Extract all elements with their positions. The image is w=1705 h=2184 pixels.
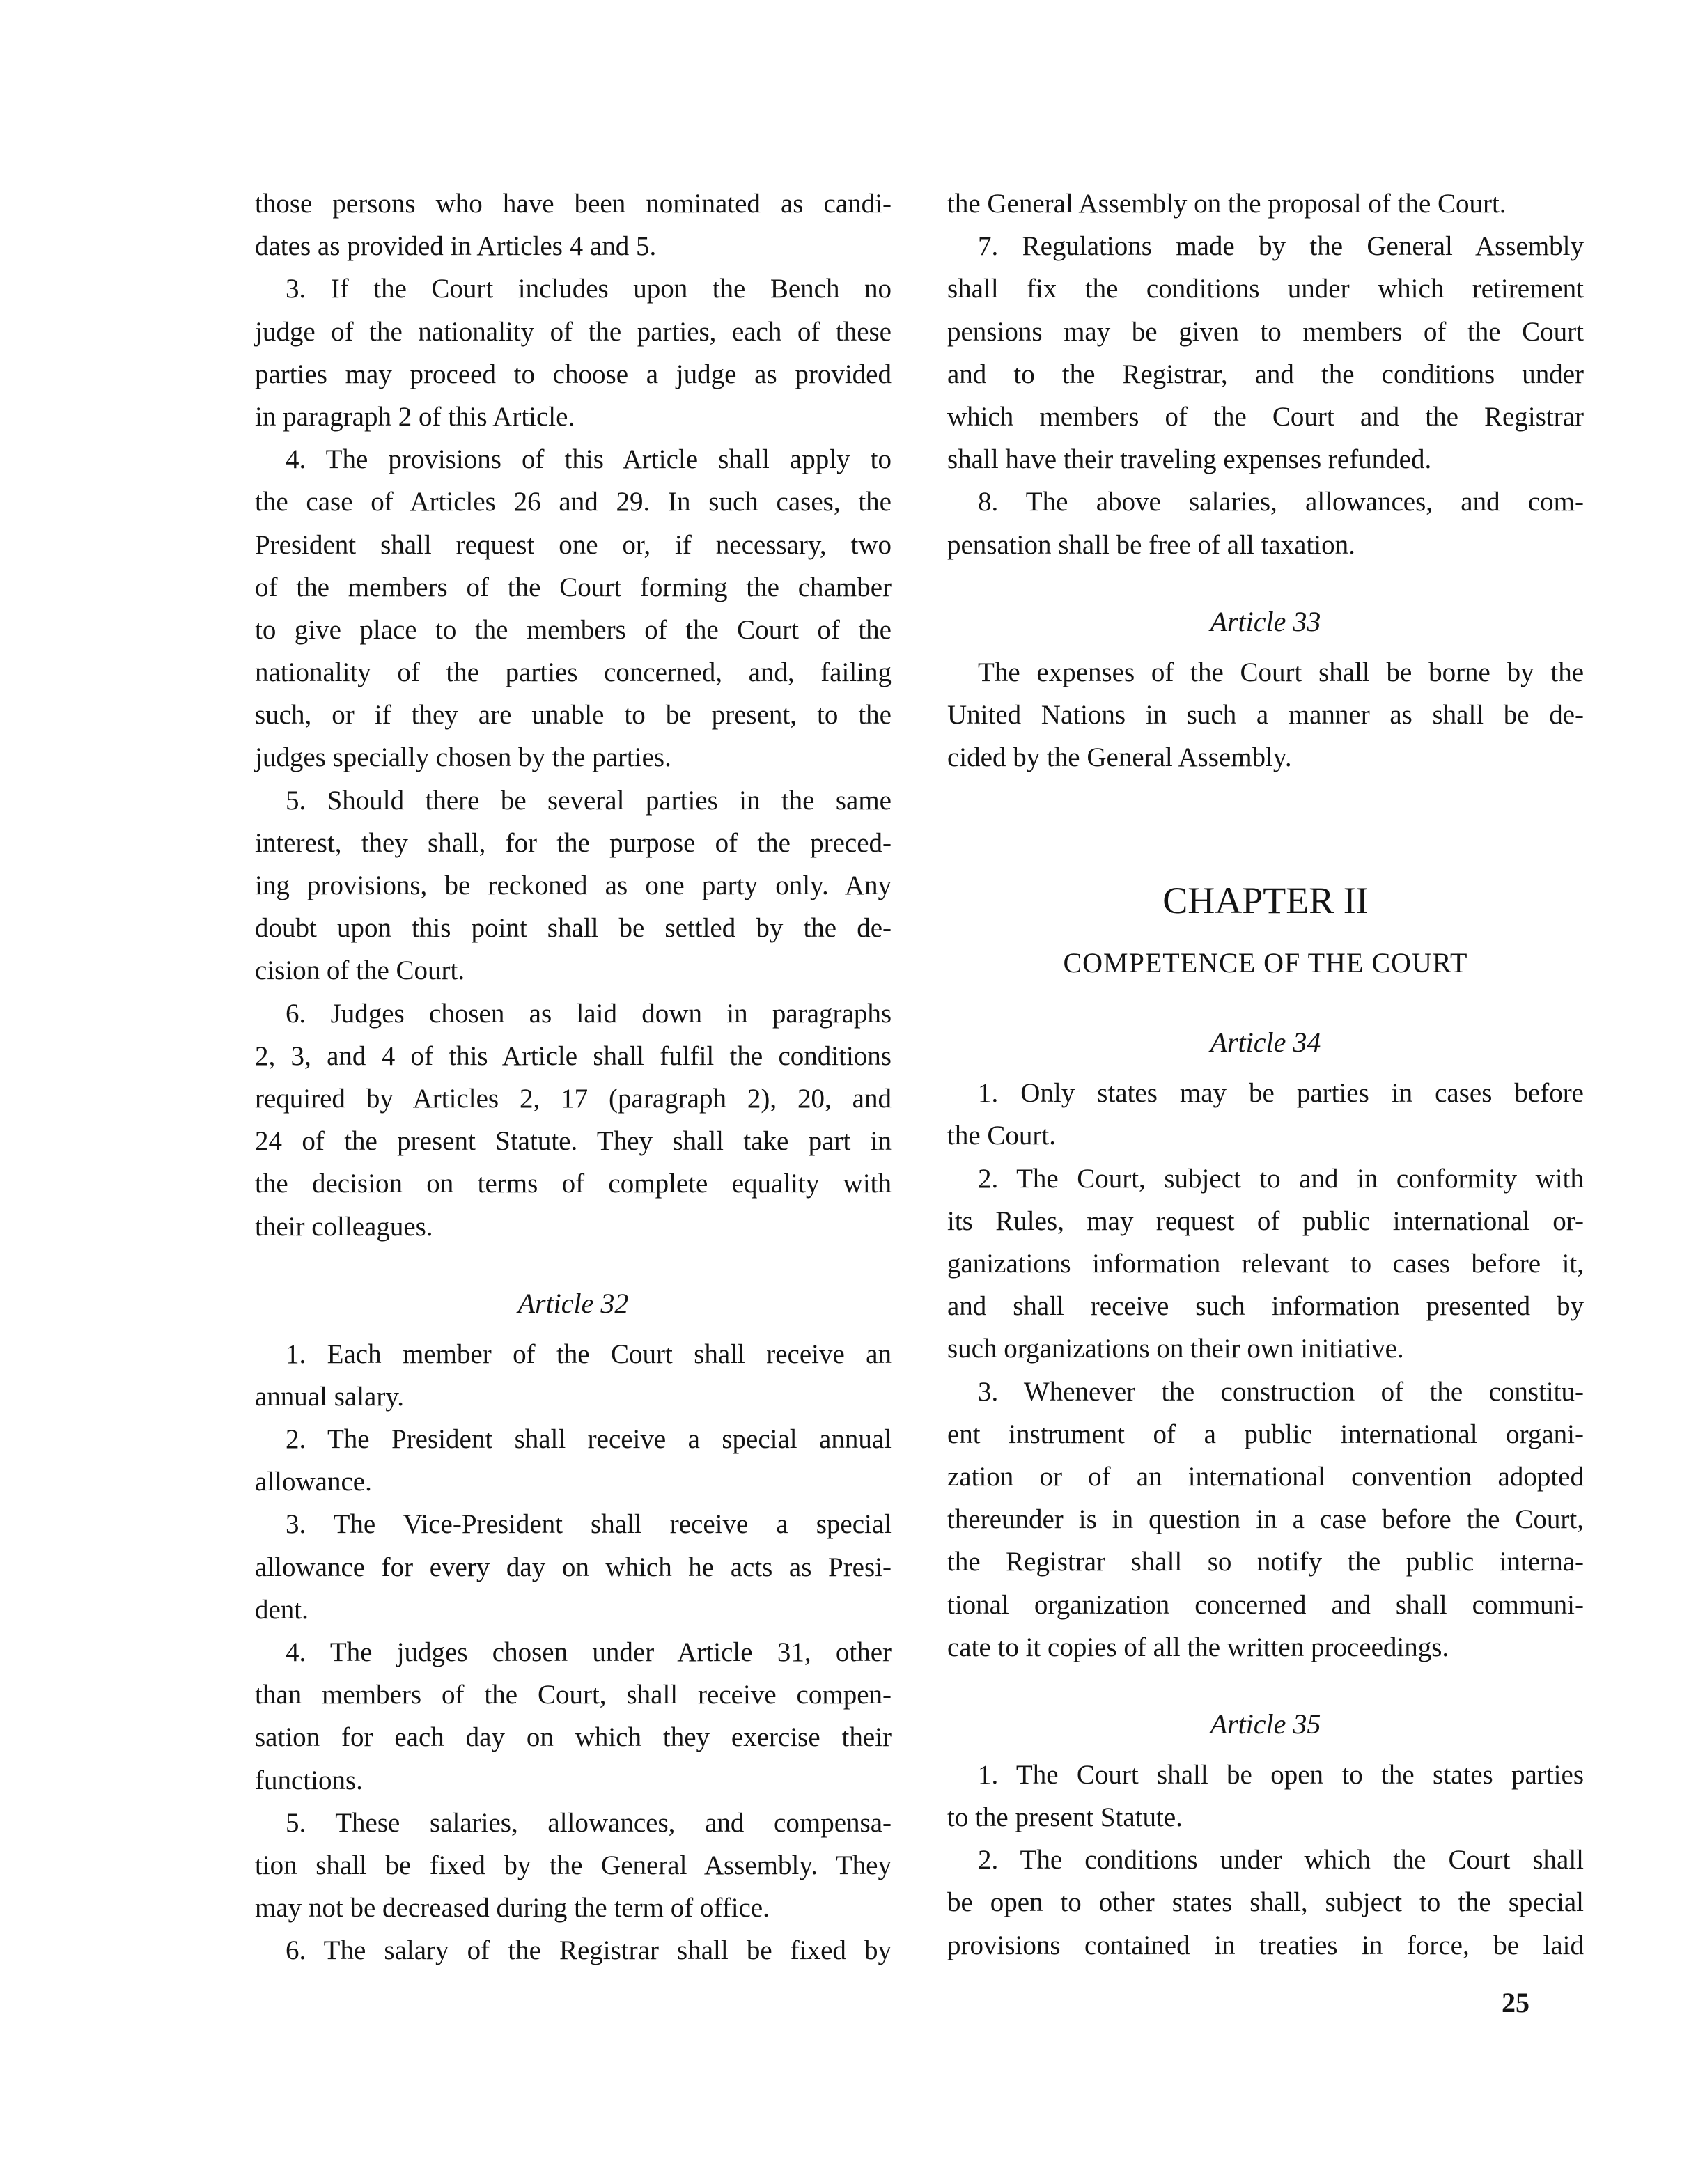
- text-line: be open to other states shall, subject to the special: [947, 1887, 1584, 1918]
- text-line: to give place to the members of the Court of the: [255, 614, 892, 645]
- text-line: thereunder is in question in a case before the Court,: [947, 1504, 1584, 1535]
- text-line: cate to it copies of all the written proceedings.: [947, 1632, 1449, 1662]
- article-heading: Article 32: [517, 1287, 629, 1319]
- text-line: which members of the Court and the Registrar: [947, 401, 1584, 432]
- text-line: 2, 3, and 4 of this Article shall fulfil the conditions: [255, 1040, 892, 1071]
- text-line: may not be decreased during the term of office.: [255, 1893, 770, 1924]
- text-line: dates as provided in Articles 4 and 5.: [255, 231, 657, 262]
- text-line: the Court.: [947, 1121, 1056, 1151]
- text-line: tional organization concerned and shall communi-: [947, 1589, 1584, 1620]
- text-line: in paragraph 2 of this Article.: [255, 401, 575, 432]
- text-line: 3. The Vice-President shall receive a special: [286, 1509, 892, 1540]
- text-line: 1. The Court shall be open to the states parties: [978, 1759, 1584, 1790]
- text-line: than members of the Court, shall receive compen-: [255, 1680, 892, 1710]
- text-line: President shall request one or, if necessary, two: [255, 529, 892, 560]
- text-line: 8. The above salaries, allowances, and com-: [978, 487, 1584, 517]
- text-line: to the present Statute.: [947, 1802, 1183, 1833]
- text-line: 2. The President shall receive a special annual: [286, 1424, 892, 1455]
- article-heading: Article 35: [1210, 1708, 1321, 1740]
- text-line: allowance for every day on which he acts as Presi-: [255, 1552, 892, 1582]
- paragraph: [255, 779, 892, 992]
- text-line: United Nations in such a manner as shall be de-: [947, 699, 1584, 730]
- text-line: functions.: [255, 1765, 363, 1795]
- paragraph: [947, 651, 1584, 779]
- text-line: 6. The salary of the Registrar shall be fixed by: [286, 1935, 892, 1966]
- article-heading: Article 33: [1210, 605, 1321, 637]
- left-column: [255, 182, 892, 1972]
- text-line: of the members of the Court forming the chamber: [255, 572, 892, 602]
- text-line: those persons who have been nominated as candi-: [255, 189, 892, 219]
- text-line: cided by the General Assembly.: [947, 742, 1292, 773]
- text-line: their colleagues.: [255, 1211, 433, 1242]
- text-line: such organizations on their own initiative.: [947, 1334, 1404, 1364]
- text-line: 3. If the Court includes upon the Bench no: [286, 274, 892, 304]
- text-line: the Registrar shall so notify the public interna-: [947, 1547, 1584, 1577]
- text-line: 5. These salaries, allowances, and compensa-: [286, 1807, 892, 1838]
- text-line: shall have their traveling expenses refunded.: [947, 444, 1432, 475]
- text-line: the case of Articles 26 and 29. In such cases, the: [255, 487, 892, 517]
- paragraph: [947, 1157, 1584, 1371]
- text-line: ent instrument of a public international organi-: [947, 1419, 1584, 1449]
- text-line: provisions contained in treaties in force, be laid: [947, 1930, 1584, 1960]
- text-line: 2. The Court, subject to and in conformity with: [978, 1163, 1584, 1194]
- paragraph: [255, 182, 892, 267]
- text-line: shall fix the conditions under which retirement: [947, 274, 1584, 304]
- text-line: zation or of an international convention adopted: [947, 1461, 1584, 1492]
- paragraph: [947, 1839, 1584, 1967]
- text-line: 1. Only states may be parties in cases before: [978, 1078, 1584, 1109]
- text-line: 5. Should there be several parties in the same: [286, 785, 892, 816]
- paragraph: [255, 1503, 892, 1631]
- text-line: and shall receive such information presented by: [947, 1291, 1584, 1322]
- text-line: allowance.: [255, 1467, 372, 1497]
- text-line: 6. Judges chosen as laid down in paragraphs: [286, 998, 892, 1029]
- paragraph: [947, 1371, 1584, 1669]
- text-line: and to the Registrar, and the conditions under: [947, 359, 1584, 389]
- text-line: required by Articles 2, 17 (paragraph 2), 20, and: [255, 1083, 892, 1114]
- text-line: the decision on terms of complete equality with: [255, 1169, 892, 1199]
- text-line: dent.: [255, 1594, 309, 1625]
- text-line: pensions may be given to members of the Court: [947, 316, 1584, 347]
- text-line: 24 of the present Statute. They shall take part in: [255, 1126, 892, 1157]
- text-line: The expenses of the Court shall be borne by the: [978, 657, 1584, 687]
- text-line: judge of the nationality of the parties, each of these: [255, 316, 892, 347]
- right-column: [947, 182, 1584, 1967]
- text-line: 4. The provisions of this Article shall apply to: [286, 444, 892, 475]
- text-line: pensation shall be free of all taxation.: [947, 529, 1355, 560]
- paragraph: [255, 1802, 892, 1930]
- chapter-subtitle: COMPETENCE OF THE COURT: [1063, 947, 1468, 979]
- paragraph: [255, 1631, 892, 1802]
- text-line: 4. The judges chosen under Article 31, other: [286, 1637, 892, 1667]
- text-line: 3. Whenever the construction of the constitu-: [978, 1376, 1584, 1407]
- paragraph: [947, 182, 1584, 225]
- text-line: interest, they shall, for the purpose of the preced-: [255, 827, 892, 858]
- paragraph: [255, 1333, 892, 1418]
- paragraph: [255, 1929, 892, 1972]
- text-line: sation for each day on which they exercise their: [255, 1722, 892, 1753]
- text-line: ing provisions, be reckoned as one party only. Any: [255, 871, 892, 900]
- text-line: cision of the Court.: [255, 956, 465, 986]
- paragraph: [255, 267, 892, 438]
- text-line: 7. Regulations made by the General Assembly: [978, 231, 1584, 262]
- chapter-heading: CHAPTER II: [1162, 880, 1369, 922]
- text-line: ganizations information relevant to cases before it,: [947, 1249, 1584, 1279]
- paragraph: [947, 1072, 1584, 1157]
- text-line: nationality of the parties concerned, and, failing: [255, 657, 892, 688]
- text-line: its Rules, may request of public international or-: [947, 1206, 1584, 1236]
- text-line: parties may proceed to choose a judge as provided: [255, 359, 892, 389]
- paragraph: [947, 481, 1584, 566]
- paragraph: [947, 1754, 1584, 1839]
- text-line: annual salary.: [255, 1381, 405, 1412]
- text-line: doubt upon this point shall be settled by the de-: [255, 913, 892, 944]
- paragraph: [255, 438, 892, 779]
- text-line: tion shall be fixed by the General Assembly. They: [255, 1850, 892, 1880]
- paragraph: [255, 992, 892, 1248]
- paragraph: [255, 1418, 892, 1503]
- text-line: judges specially chosen by the parties.: [255, 742, 671, 773]
- page-number: 25: [1502, 1987, 1529, 2018]
- paragraph: [947, 225, 1584, 481]
- text-line: 2. The conditions under which the Court shall: [978, 1845, 1584, 1875]
- text-line: 1. Each member of the Court shall receive an: [286, 1339, 892, 1369]
- article-heading: Article 34: [1210, 1027, 1321, 1059]
- text-line: the General Assembly on the proposal of the Court.: [947, 189, 1507, 219]
- text-line: such, or if they are unable to be present, to the: [255, 700, 892, 731]
